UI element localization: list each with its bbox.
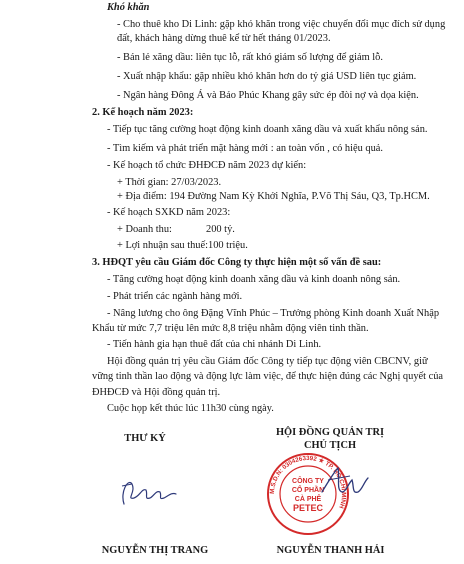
secretary-name: NGUYỄN THỊ TRANG	[101, 545, 209, 556]
difficulty-line: - Bán lẻ xăng dầu: liên tục lỗ, rất khó giảm số lượng để giảm lỗ.	[117, 52, 383, 63]
plan-line: + Địa điểm: 194 Đường Nam Kỳ Khởi Nghĩa, P.Võ Thị Sáu, Q3, Tp.HCM.	[117, 191, 430, 202]
stamp-line3: CÀ PHÊ	[294, 496, 322, 503]
plan-line: + Thời gian: 27/03/2023.	[117, 177, 222, 188]
stamp-line1: CÔNG TY	[292, 478, 324, 485]
request-line: - Tăng cường hoạt động kinh doanh xăng dầu và kinh doanh nông sản.	[107, 274, 401, 285]
plan-profit-label: + Lợi nhuận sau thuế:	[117, 240, 208, 251]
stamp-ring-text: M.S.D.N: 0304263392 ★ TP. HỒ CHÍ MINH	[268, 454, 348, 510]
plan-revenue-label: + Doanh thu:	[117, 224, 172, 235]
plan-profit-value: 100 triệu.	[208, 240, 248, 251]
board-title: HỘI ĐỒNG QUẢN TRỊ	[275, 427, 385, 438]
request-heading: 3. HĐQT yêu cầu Giám đốc Công ty thực hiện một số vấn đề sau:	[92, 257, 382, 268]
chairman-title: CHỦ TỊCH	[303, 440, 357, 451]
request-line: - Phát triển các ngành hàng mới.	[107, 291, 243, 302]
plan-line: - Tìm kiếm và phát triển mặt hàng mới : an toàn vốn , có hiệu quả.	[107, 143, 383, 154]
plan-line: - Kế hoạch SXKD năm 2023:	[107, 207, 231, 218]
chairman-name: NGUYỄN THANH HẢI	[276, 545, 385, 556]
meeting-end-line: Cuộc họp kết thúc lúc 11h30 cùng ngày.	[107, 403, 274, 414]
difficulty-line: - Cho thuê kho Di Linh: gặp khó khăn trong việc chuyển đổi mục đích sử dụng	[117, 19, 446, 30]
secretary-signature	[118, 470, 178, 510]
stamp-line4: PETEC	[292, 503, 324, 513]
difficulty-line: - Xuất nhập khẩu: gặp nhiều khó khăn hơn do tỷ giá USD liên tục giảm.	[117, 71, 417, 82]
secretary-title: THƯ KÝ	[124, 433, 166, 444]
closing-paragraph: vững tinh thần lao động và động lực làm việc, để thực hiện đúng các Nghị quyết của	[92, 371, 444, 382]
plan-heading: 2. Kế hoạch năm 2023:	[92, 107, 194, 118]
chairman-signature	[318, 462, 378, 502]
difficulties-heading: Khó khăn	[107, 2, 150, 13]
request-line: Khẩu từ mức 7,7 triệu lên mức 8,8 triệu nhằm động viên tinh thần.	[92, 323, 369, 334]
plan-revenue-value: 200 tỷ.	[206, 224, 235, 235]
difficulty-line: - Ngân hàng Đông Á và Bảo Phúc Khang gây sức ép đòi nợ và dọa kiện.	[117, 90, 419, 101]
request-line: - Nâng lương cho ông Đặng Vĩnh Phúc – Trưởng phòng Kinh doanh Xuất Nhập	[107, 308, 440, 319]
difficulty-line: đất, khách hàng dừng thuê kể từ hết tháng 01/2023.	[117, 33, 331, 44]
plan-line: - Tiếp tục tăng cường hoạt động kinh doanh xăng dầu và xuất khẩu nông sản.	[107, 124, 428, 135]
plan-line: - Kế hoạch tổ chức ĐHĐCĐ năm 2023 dự kiến:	[107, 160, 307, 171]
request-line: - Tiến hành gia hạn thuê đất của chi nhánh Di Linh.	[107, 339, 322, 350]
stamp-line2: CỔ PHẦN	[291, 487, 325, 494]
closing-paragraph: Hội đồng quản trị yêu cầu Giám đốc Công ty tiếp tục động viên CBCNV, giữ	[107, 356, 428, 367]
closing-paragraph: ĐHĐCĐ và Hội đồng quản trị.	[92, 387, 221, 398]
